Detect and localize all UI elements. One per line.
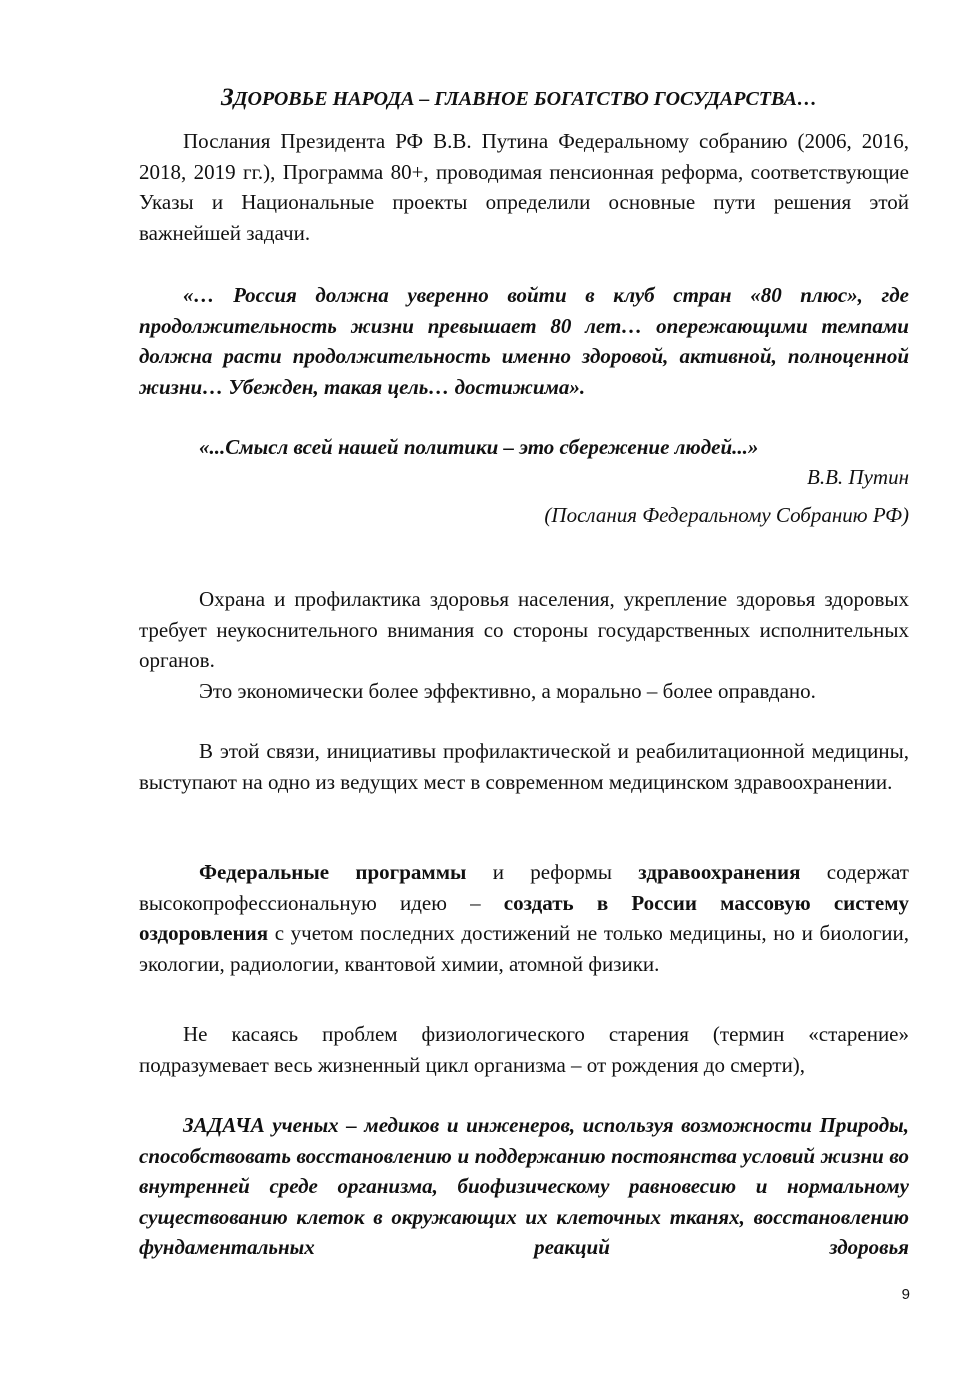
bold-federal-programs: Федеральные программы: [199, 860, 467, 884]
title-initial: З: [221, 84, 234, 111]
page-number: 9: [901, 1286, 910, 1303]
quote-author: В.В. Путин: [807, 465, 909, 489]
paragraph-federal-programs: [139, 857, 909, 979]
quote-source: (Послания Федеральному Собранию РФ): [544, 503, 909, 527]
intro-paragraph: Послания Президента РФ В.В. Путина Федеральному собранию (2006, 2016, 2018, 2019 гг.), Программа 80+, проводимая пенсионная реформа, соответствующие Указы и Национальные проекты определили основные пути решения этой важнейшей задачи.: [139, 129, 909, 245]
p4-text-2: содержат высокопрофессиональную идею –: [139, 860, 909, 915]
p4-text-1: и реформы: [466, 860, 639, 884]
paragraph-efficiency: Это экономически более эффективно, а морально – более оправдано.: [199, 679, 816, 703]
bold-healthcare: здравоохранения: [638, 860, 801, 884]
paragraph-health-protection: Охрана и профилактика здоровья населения, укрепление здоровья здоровых требует неукоснительного внимания со стороны государственных исполнительных органов.: [139, 587, 909, 672]
p4-text-3: с учетом последних достижений не только медицины, но и биологии, экологии, радиологии, квантовой химии, атомной физики.: [139, 921, 909, 976]
quote-paragraph: «… Россия должна уверенно войти в клуб стран «80 плюс», где продолжительность жизни превышает 80 лет… опережающими темпами должна расти продолжительность именно здоровой, активной, полноценной жизни… Убежден, такая цель… достижима».: [139, 283, 909, 399]
title-rest: ДОРОВЬЕ НАРОДА – ГЛАВНОЕ БОГАТСТВО ГОСУДАРСТВА…: [233, 88, 817, 110]
paragraph-aging: Не касаясь проблем физиологического старения (термин «старение» подразумевает весь жизненный цикл организма – от рождения до смерти),: [139, 1022, 909, 1077]
paragraph-initiatives: В этой связи, инициативы профилактической и реабилитационной медицины, выступают на одно из ведущих мест в современном медицинском здравоохранении.: [139, 739, 909, 794]
page-title: [0, 84, 978, 112]
bold-create-system: создать в России массовую систему оздоровления: [139, 890, 909, 945]
paragraph-task: ЗАДАЧА ученых – медиков и инженеров, используя возможности Природы, способствовать восстановлению и поддержанию постоянства условий жизни во внутренней среде организма, биофизическому равновесию и нормальному существованию клеток в окружающих их клеточных тканях, восстановлению фундаментальных реакций здоровья: [139, 1113, 909, 1259]
quote-line: «...Смысл всей нашей политики – это сбережение людей...»: [199, 435, 759, 459]
